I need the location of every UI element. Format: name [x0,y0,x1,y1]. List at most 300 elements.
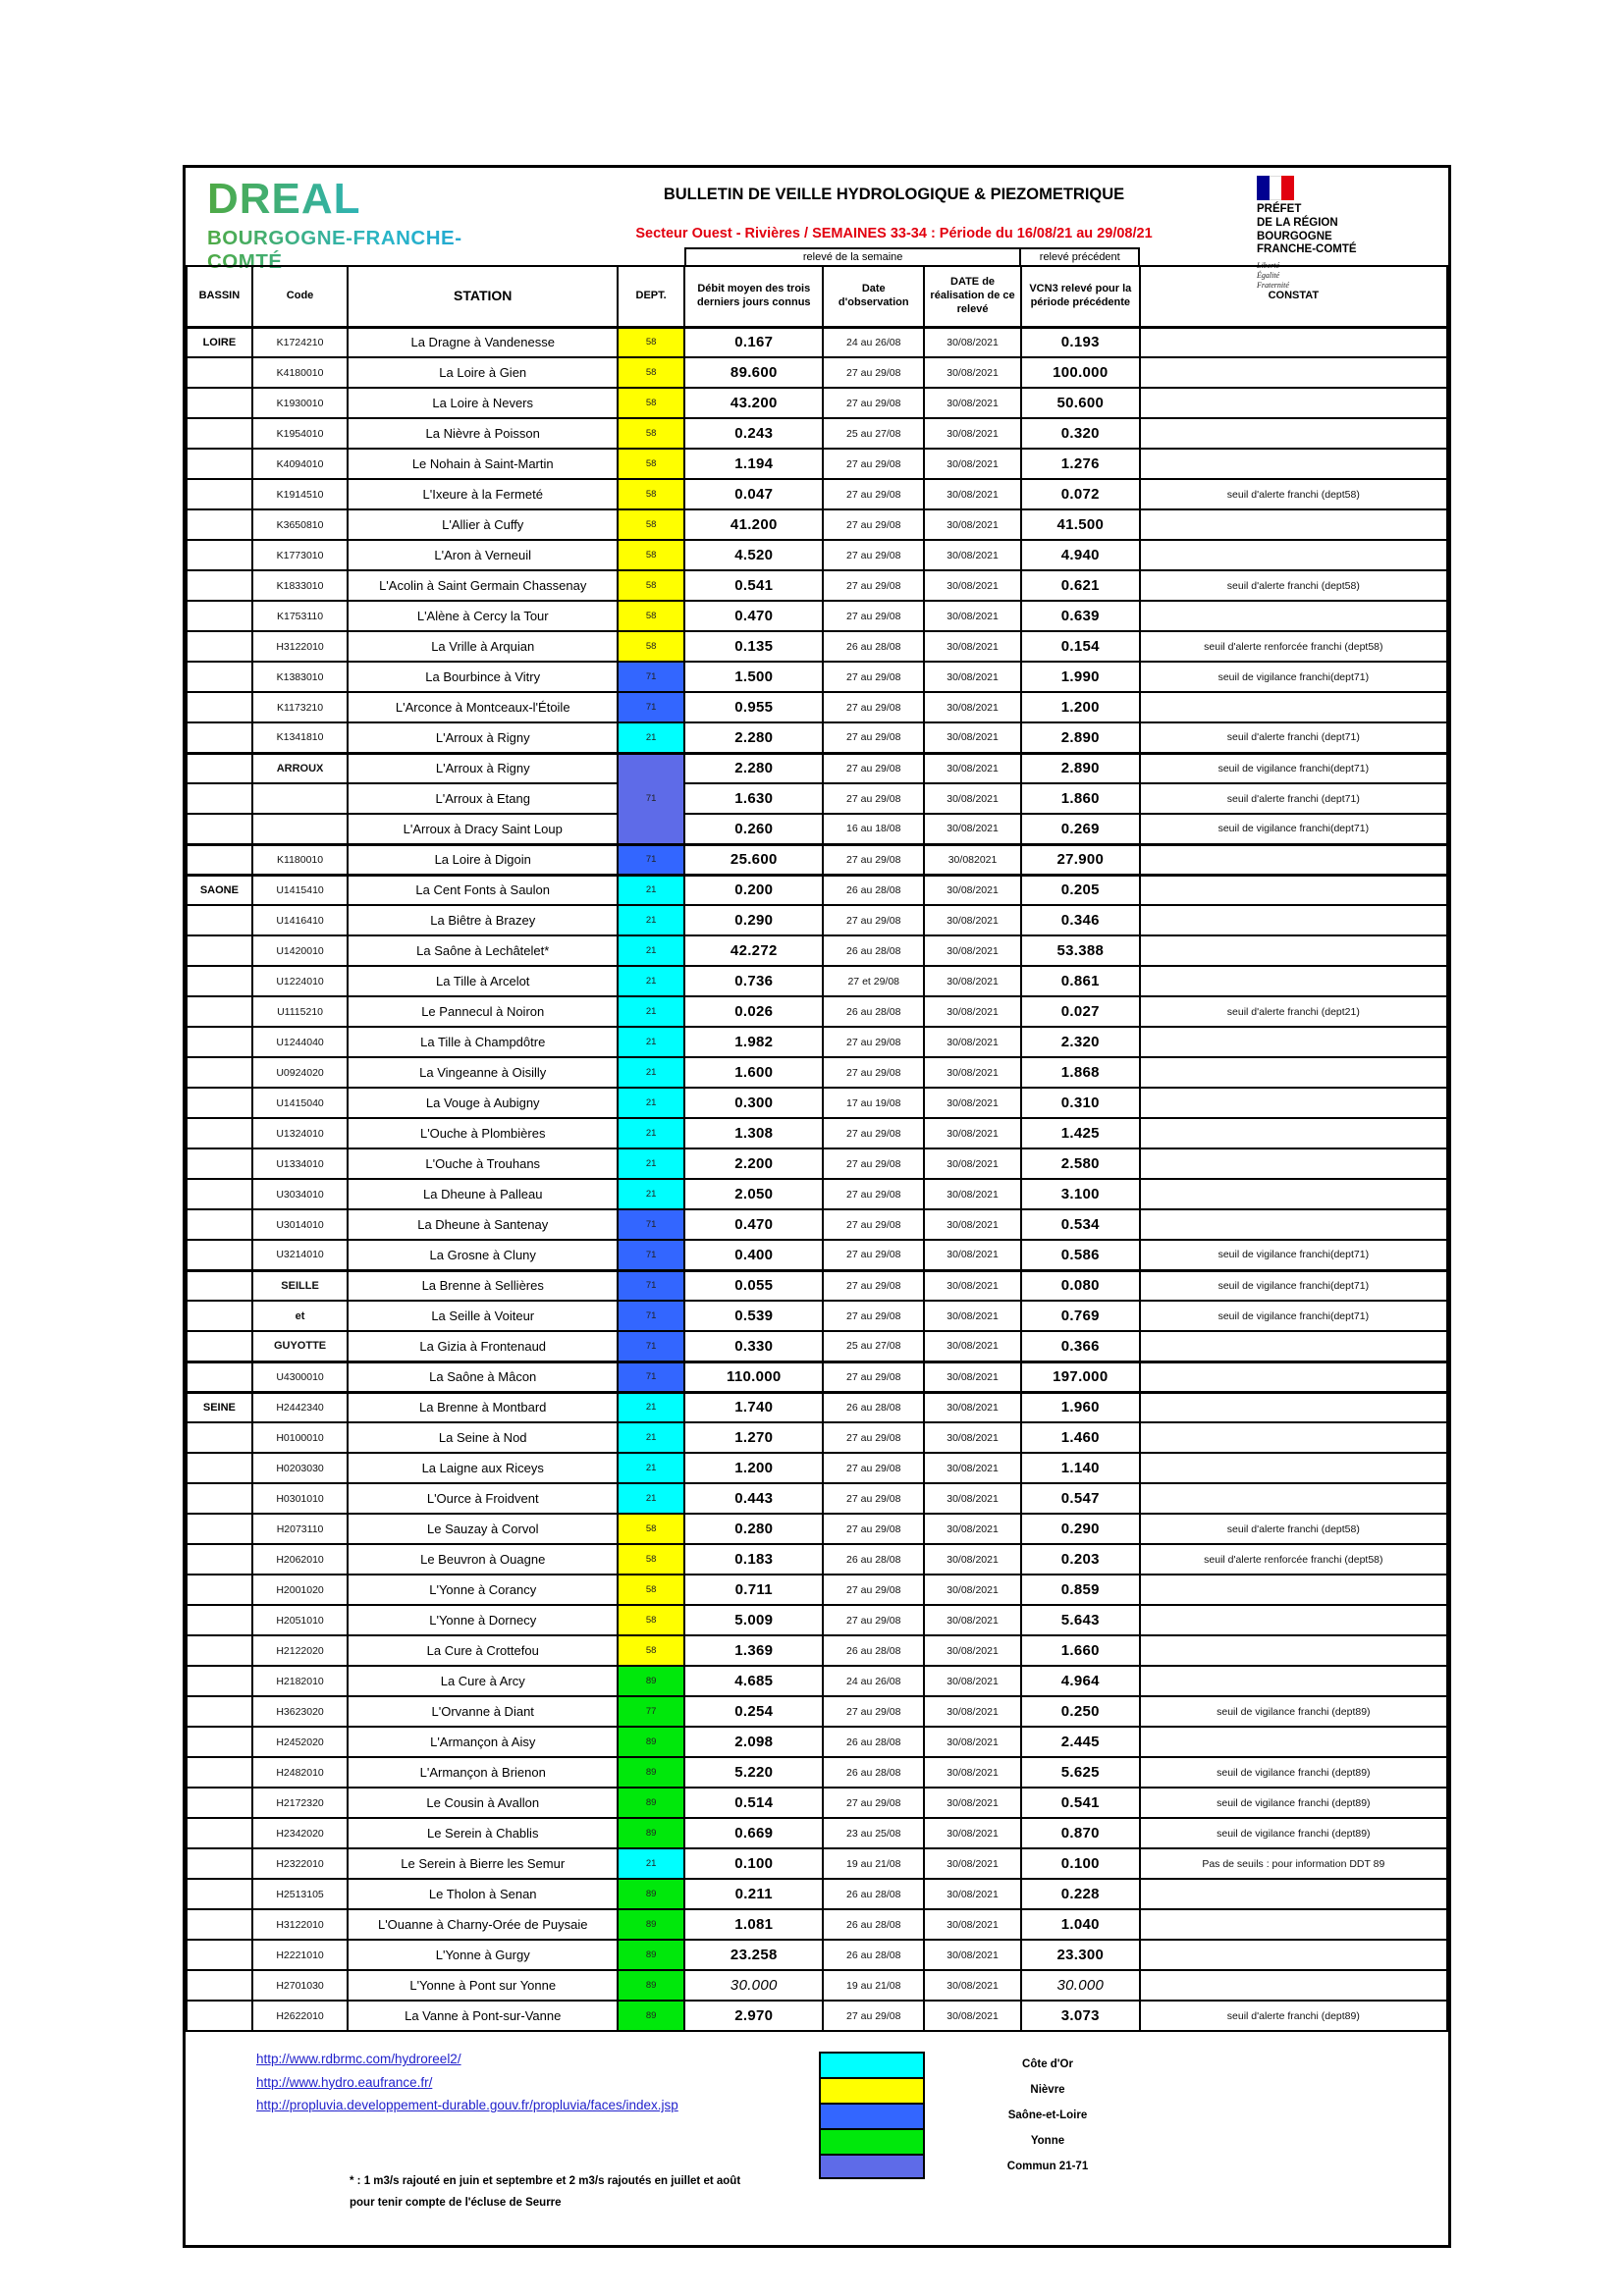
cell-station: La Cure à Arcy [348,1666,618,1696]
cell-bassin [187,1727,252,1757]
cell-code: K4180010 [252,357,349,388]
cell-vcn3: 0.639 [1021,601,1140,631]
cell-vcn3: 4.964 [1021,1666,1140,1696]
table-row [187,1027,1447,1057]
legend-label: Commun 21-71 [1006,2161,1089,2172]
cell-constat [1140,357,1447,388]
cell-station: La Seille à Voiteur [348,1301,618,1331]
table-row [187,1696,1447,1727]
cell-date-observation: 27 au 29/08 [823,601,924,631]
cell-date-releve: 30/08/2021 [924,722,1021,753]
cell-station: La Dheune à Santenay [348,1209,618,1240]
cell-vcn3: 0.346 [1021,905,1140,935]
cell-bassin [187,722,252,753]
cell-date-observation: 26 au 28/08 [823,1879,924,1909]
cell-station: Le Pannecul à Noiron [348,996,618,1027]
cell-date-releve: 30/08/2021 [924,1362,1021,1392]
cell-date-releve: 30/08/2021 [924,1970,1021,2001]
cell-code: H2442340 [252,1392,349,1422]
cell-dept: 21 [618,1848,684,1879]
table-header-row [187,266,1447,327]
col-header-station: STATION [348,266,618,327]
cell-date-releve: 30/08/2021 [924,449,1021,479]
col-header-vcn3: VCN3 relevé pour la période précédente [1021,266,1140,327]
cell-constat [1140,1057,1447,1088]
cell-constat [1140,1666,1447,1696]
cell-date-releve: 30/08/2021 [924,1483,1021,1514]
cell-vcn3: 0.100 [1021,1848,1140,1879]
cell-dept: 77 [618,1696,684,1727]
cell-vcn3: 0.310 [1021,1088,1140,1118]
cell-vcn3: 30.000 [1021,1970,1140,2001]
col-header-code: Code [252,266,349,327]
cell-date-observation: 27 et 29/08 [823,966,924,996]
table-row [187,1514,1447,1544]
cell-vcn3: 0.366 [1021,1331,1140,1362]
cell-vcn3: 0.269 [1021,814,1140,844]
cell-constat: Pas de seuils : pour information DDT 89 [1140,1848,1447,1879]
cell-vcn3: 0.586 [1021,1240,1140,1270]
cell-debit: 0.167 [684,327,823,357]
cell-bassin [187,1453,252,1483]
cell-station: La Brenne à Sellières [348,1270,618,1301]
cell-bassin [187,1422,252,1453]
cell-debit: 0.290 [684,905,823,935]
cell-bassin [187,1788,252,1818]
footnote-line-1: * : 1 m3/s rajouté en juin et septembre et 2 m3/s rajoutés en juillet et août [350,2175,741,2187]
cell-code: U3014010 [252,1209,349,1240]
cell-date-releve: 30/08/2021 [924,996,1021,1027]
legend-label: Côte d'Or [1022,2058,1073,2070]
cell-vcn3: 5.643 [1021,1605,1140,1635]
cell-bassin [187,1696,252,1727]
title-block [531,174,1257,247]
cell-date-observation: 27 au 29/08 [823,1118,924,1148]
cell-bassin [187,1757,252,1788]
cell-dept: 21 [618,905,684,935]
cell-date-observation: 26 au 28/08 [823,1635,924,1666]
cell-date-observation: 19 au 21/08 [823,1848,924,1879]
cell-debit: 5.220 [684,1757,823,1788]
table-row [187,1057,1447,1088]
cell-vcn3: 0.320 [1021,418,1140,449]
legend-row [819,2128,1170,2154]
cell-date-releve: 30/08/2021 [924,1544,1021,1575]
cell-code: H2062010 [252,1544,349,1575]
cell-vcn3: 53.388 [1021,935,1140,966]
table-row [187,1240,1447,1270]
cell-debit: 1.630 [684,783,823,814]
cell-vcn3: 1.276 [1021,449,1140,479]
cell-constat: seuil d'alerte franchi (dept21) [1140,996,1447,1027]
cell-code: U1244040 [252,1027,349,1057]
cell-station: La Gizia à Frontenaud [348,1331,618,1362]
cell-bassin [187,966,252,996]
cell-vcn3: 3.100 [1021,1179,1140,1209]
table-row [187,753,1447,783]
cell-station: La Tille à Arcelot [348,966,618,996]
cell-bassin [187,1970,252,2001]
cell-vcn3: 0.290 [1021,1514,1140,1544]
cell-code: K1383010 [252,662,349,692]
cell-station: La Vanne à Pont-sur-Vanne [348,2001,618,2031]
col-header-date-releve: DATE de réalisation de ce relevé [924,266,1021,327]
footer-link[interactable]: http://propluvia.developpement-durable.gouv.fr/propluvia/faces/index.jsp [256,2098,678,2113]
cell-station: La Brenne à Montbard [348,1392,618,1422]
cell-dept: 71 [618,692,684,722]
cell-station: L'Ixeure à la Fermeté [348,479,618,509]
footer-link[interactable]: http://www.rdbrmc.com/hydroreel2/ [256,2052,461,2066]
cell-constat: seuil d'alerte franchi (dept58) [1140,570,1447,601]
cell-station: L'Allier à Cuffy [348,509,618,540]
cell-date-releve: 30/08/2021 [924,631,1021,662]
cell-vcn3: 1.460 [1021,1422,1140,1453]
cell-date-releve: 30/08/2021 [924,388,1021,418]
links-block [256,2048,678,2117]
cell-code: H3122010 [252,631,349,662]
table-row [187,2001,1447,2031]
cell-vcn3: 0.534 [1021,1209,1140,1240]
cell-dept: 58 [618,388,684,418]
cell-date-releve: 30/08/2021 [924,1301,1021,1331]
cell-debit: 1.200 [684,1453,823,1483]
cell-station: L'Orvanne à Diant [348,1696,618,1727]
table-row [187,418,1447,449]
document-frame [183,165,1451,2248]
cell-dept: 58 [618,479,684,509]
cell-date-observation: 26 au 28/08 [823,1544,924,1575]
cell-vcn3: 5.625 [1021,1757,1140,1788]
cell-date-releve: 30/08/2021 [924,692,1021,722]
cell-code: H2342020 [252,1818,349,1848]
cell-debit: 0.211 [684,1879,823,1909]
cell-station: Le Beuvron à Ouagne [348,1544,618,1575]
cell-date-observation: 27 au 29/08 [823,1453,924,1483]
cell-vcn3: 1.860 [1021,783,1140,814]
cell-code: U3034010 [252,1179,349,1209]
cell-vcn3: 1.660 [1021,1635,1140,1666]
cell-debit: 42.272 [684,935,823,966]
cell-bassin: SAONE [187,875,252,905]
table-row [187,814,1447,844]
cell-dept: 89 [618,1757,684,1788]
cell-constat [1140,540,1447,570]
cell-dept: 21 [618,1422,684,1453]
cell-code: U1415410 [252,875,349,905]
cell-code: K1773010 [252,540,349,570]
table-row [187,1179,1447,1209]
cell-station: La Saône à Mâcon [348,1362,618,1392]
table-row [187,1392,1447,1422]
dreal-logo-region: BOURGOGNE-FRANCHE-COMTÉ [207,227,531,274]
table-row [187,1148,1447,1179]
legend-color-swatch [819,2052,925,2077]
cell-dept: 58 [618,1544,684,1575]
cell-dept: 58 [618,327,684,357]
cell-bassin [187,1027,252,1057]
cell-code: SEILLE [252,1270,349,1301]
cell-dept: 71 [618,1270,684,1301]
cell-vcn3: 2.320 [1021,1027,1140,1057]
band-spacer [186,247,684,265]
cell-debit: 0.200 [684,875,823,905]
cell-vcn3: 1.990 [1021,662,1140,692]
dept-color-legend [819,2052,1170,2179]
cell-debit: 30.000 [684,1970,823,2001]
cell-station: L'Arroux à Etang [348,783,618,814]
cell-bassin [187,540,252,570]
cell-bassin [187,996,252,1027]
cell-date-releve: 30/08/2021 [924,1118,1021,1148]
cell-debit: 1.081 [684,1909,823,1940]
cell-bassin [187,1209,252,1240]
cell-vcn3: 2.445 [1021,1727,1140,1757]
cell-code: H3122010 [252,1909,349,1940]
cell-date-releve: 30/08/2021 [924,1392,1021,1422]
cell-station: L'Arroux à Rigny [348,722,618,753]
table-row [187,722,1447,753]
cell-bassin [187,844,252,875]
cell-bassin [187,905,252,935]
legend-color-swatch [819,2128,925,2154]
cell-date-observation: 26 au 28/08 [823,935,924,966]
cell-station: L'Yonne à Pont sur Yonne [348,1970,618,2001]
cell-vcn3: 0.859 [1021,1575,1140,1605]
table-row [187,996,1447,1027]
cell-vcn3: 0.154 [1021,631,1140,662]
cell-constat: seuil de vigilance franchi(dept71) [1140,814,1447,844]
cell-vcn3: 1.200 [1021,692,1140,722]
cell-constat [1140,1940,1447,1970]
cell-debit: 0.514 [684,1788,823,1818]
cell-date-observation: 26 au 28/08 [823,996,924,1027]
cell-constat: seuil de vigilance franchi(dept71) [1140,662,1447,692]
cell-date-observation: 27 au 29/08 [823,1696,924,1727]
cell-constat [1140,1909,1447,1940]
table-row [187,388,1447,418]
cell-date-releve: 30/08/2021 [924,2001,1021,2031]
cell-debit: 2.280 [684,722,823,753]
cell-dept: 89 [618,1788,684,1818]
cell-date-releve: 30/08/2021 [924,1088,1021,1118]
cell-vcn3: 197.000 [1021,1362,1140,1392]
cell-constat: seuil d'alerte franchi (dept58) [1140,479,1447,509]
footer-link[interactable]: http://www.hydro.eaufrance.fr/ [256,2074,433,2090]
cell-station: La Tille à Champdôtre [348,1027,618,1057]
cell-code: U1415040 [252,1088,349,1118]
cell-bassin [187,1148,252,1179]
table-row [187,1209,1447,1240]
cell-date-observation: 27 au 29/08 [823,1362,924,1392]
cell-debit: 1.500 [684,662,823,692]
cell-vcn3: 2.890 [1021,753,1140,783]
cell-debit: 43.200 [684,388,823,418]
cell-code: H2182010 [252,1666,349,1696]
cell-constat [1140,1575,1447,1605]
cell-code: H2513105 [252,1879,349,1909]
cell-bassin [187,1635,252,1666]
legend-row [819,2052,1170,2077]
cell-station: La Cure à Crottefou [348,1635,618,1666]
col-header-constat: CONSTAT [1140,266,1447,327]
cell-dept: 21 [618,1392,684,1422]
cell-code: K4094010 [252,449,349,479]
legend-label: Saône-et-Loire [1007,2109,1088,2121]
cell-constat [1140,1635,1447,1666]
cell-bassin [187,570,252,601]
col-header-bassin: BASSIN [187,266,252,327]
document-subtitle: Secteur Ouest - Rivières / SEMAINES 33-34 : Période du 16/08/21 au 29/08/21 [635,226,1153,241]
cell-dept: 58 [618,540,684,570]
table-row [187,875,1447,905]
legend-label: Nièvre [1030,2084,1065,2096]
cell-constat [1140,1027,1447,1057]
cell-bassin [187,479,252,509]
table-row [187,1788,1447,1818]
motto-line: Égalité [1257,271,1280,281]
cell-date-observation: 27 au 29/08 [823,1575,924,1605]
cell-vcn3: 1.040 [1021,1909,1140,1940]
cell-date-releve: 30/08/2021 [924,1727,1021,1757]
cell-vcn3: 0.870 [1021,1818,1140,1848]
cell-debit: 0.254 [684,1696,823,1727]
cell-code: H3623020 [252,1696,349,1727]
cell-code: U4300010 [252,1362,349,1392]
cell-bassin [187,388,252,418]
cell-bassin [187,1909,252,1940]
cell-dept: 58 [618,570,684,601]
cell-date-observation: 17 au 19/08 [823,1088,924,1118]
cell-constat [1140,1179,1447,1209]
table-row [187,631,1447,662]
cell-dept: 58 [618,1605,684,1635]
table-row [187,357,1447,388]
cell-code: H2073110 [252,1514,349,1544]
cell-date-releve: 30/08/2021 [924,1331,1021,1362]
cell-dept: 58 [618,631,684,662]
dreal-logo-text: DREAL [207,178,531,221]
cell-debit: 1.194 [684,449,823,479]
cell-station: L'Arroux à Dracy Saint Loup [348,814,618,844]
cell-vcn3: 2.890 [1021,722,1140,753]
cell-code: U1324010 [252,1118,349,1148]
cell-debit: 1.982 [684,1027,823,1057]
cell-station: La Biêtre à Brazey [348,905,618,935]
cell-date-releve: 30/08/2021 [924,327,1021,357]
cell-date-releve: 30/08/2021 [924,1848,1021,1879]
cell-bassin [187,1179,252,1209]
cell-bassin [187,1362,252,1392]
cell-date-observation: 24 au 26/08 [823,327,924,357]
cell-dept: 89 [618,1940,684,1970]
cell-code: K1914510 [252,479,349,509]
cell-bassin [187,814,252,844]
cell-station: L'Ource à Froidvent [348,1483,618,1514]
table-row [187,601,1447,631]
cell-constat [1140,1483,1447,1514]
cell-debit: 1.600 [684,1057,823,1088]
cell-debit: 25.600 [684,844,823,875]
cell-constat: seuil d'alerte renforcée franchi (dept58) [1140,1544,1447,1575]
cell-date-observation: 27 au 29/08 [823,357,924,388]
table-row [187,509,1447,540]
cell-code: H2221010 [252,1940,349,1970]
cell-bassin [187,662,252,692]
cell-dept: 21 [618,1057,684,1088]
cell-date-releve: 30/08/2021 [924,1696,1021,1727]
cell-station: La Dheune à Palleau [348,1179,618,1209]
cell-dept: 71 [618,1301,684,1331]
cell-date-releve: 30/08/2021 [924,357,1021,388]
cell-bassin [187,753,252,783]
cell-dept: 21 [618,1453,684,1483]
cell-date-releve: 30/08/2021 [924,1422,1021,1453]
cell-bassin [187,1088,252,1118]
cell-constat: seuil de vigilance franchi (dept89) [1140,1757,1447,1788]
cell-bassin: SEINE [187,1392,252,1422]
cell-debit: 0.280 [684,1514,823,1544]
cell-code: U1115210 [252,996,349,1027]
cell-date-releve: 30/08/2021 [924,1453,1021,1483]
cell-constat: seuil de vigilance franchi(dept71) [1140,1301,1447,1331]
cell-date-releve: 30/08/2021 [924,875,1021,905]
cell-station: L'Ouche à Plombières [348,1118,618,1148]
cell-date-releve: 30/08/2021 [924,662,1021,692]
cell-date-releve: 30/08/2021 [924,1788,1021,1818]
cell-debit: 0.539 [684,1301,823,1331]
col-header-debit: Débit moyen des trois derniers jours connus [684,266,823,327]
legend-row [819,2077,1170,2103]
table-row [187,1362,1447,1392]
cell-station: Le Tholon à Senan [348,1879,618,1909]
table-row [187,1818,1447,1848]
cell-bassin [187,449,252,479]
cell-dept: 21 [618,1118,684,1148]
cell-station: La Laigne aux Riceys [348,1453,618,1483]
table-row [187,1575,1447,1605]
cell-debit: 110.000 [684,1362,823,1392]
cell-date-observation: 27 au 29/08 [823,1270,924,1301]
cell-date-observation: 23 au 25/08 [823,1818,924,1848]
cell-code: GUYOTTE [252,1331,349,1362]
cell-station: La Seine à Nod [348,1422,618,1453]
cell-debit: 0.955 [684,692,823,722]
cell-date-releve: 30/08/2021 [924,570,1021,601]
cell-dept: 71 [618,844,684,875]
cell-bassin [187,601,252,631]
cell-constat [1140,1209,1447,1240]
cell-date-releve: 30/08/2021 [924,1027,1021,1057]
cell-debit: 1.270 [684,1422,823,1453]
legend-color-swatch [819,2154,925,2179]
table-row [187,1301,1447,1331]
cell-vcn3: 3.073 [1021,2001,1140,2031]
cell-station: L'Ouche à Trouhans [348,1148,618,1179]
cell-dept: 58 [618,449,684,479]
cell-constat [1140,1392,1447,1422]
cell-date-releve: 30/08/2021 [924,479,1021,509]
cell-debit: 2.280 [684,753,823,783]
cell-code: et [252,1301,349,1331]
cell-date-observation: 26 au 28/08 [823,1727,924,1757]
table-row [187,1909,1447,1940]
cell-debit: 5.009 [684,1605,823,1635]
cell-station: La Vouge à Aubigny [348,1088,618,1118]
table-row [187,540,1447,570]
cell-vcn3: 0.250 [1021,1696,1140,1727]
table-row [187,1331,1447,1362]
cell-constat: seuil de vigilance franchi (dept89) [1140,1788,1447,1818]
